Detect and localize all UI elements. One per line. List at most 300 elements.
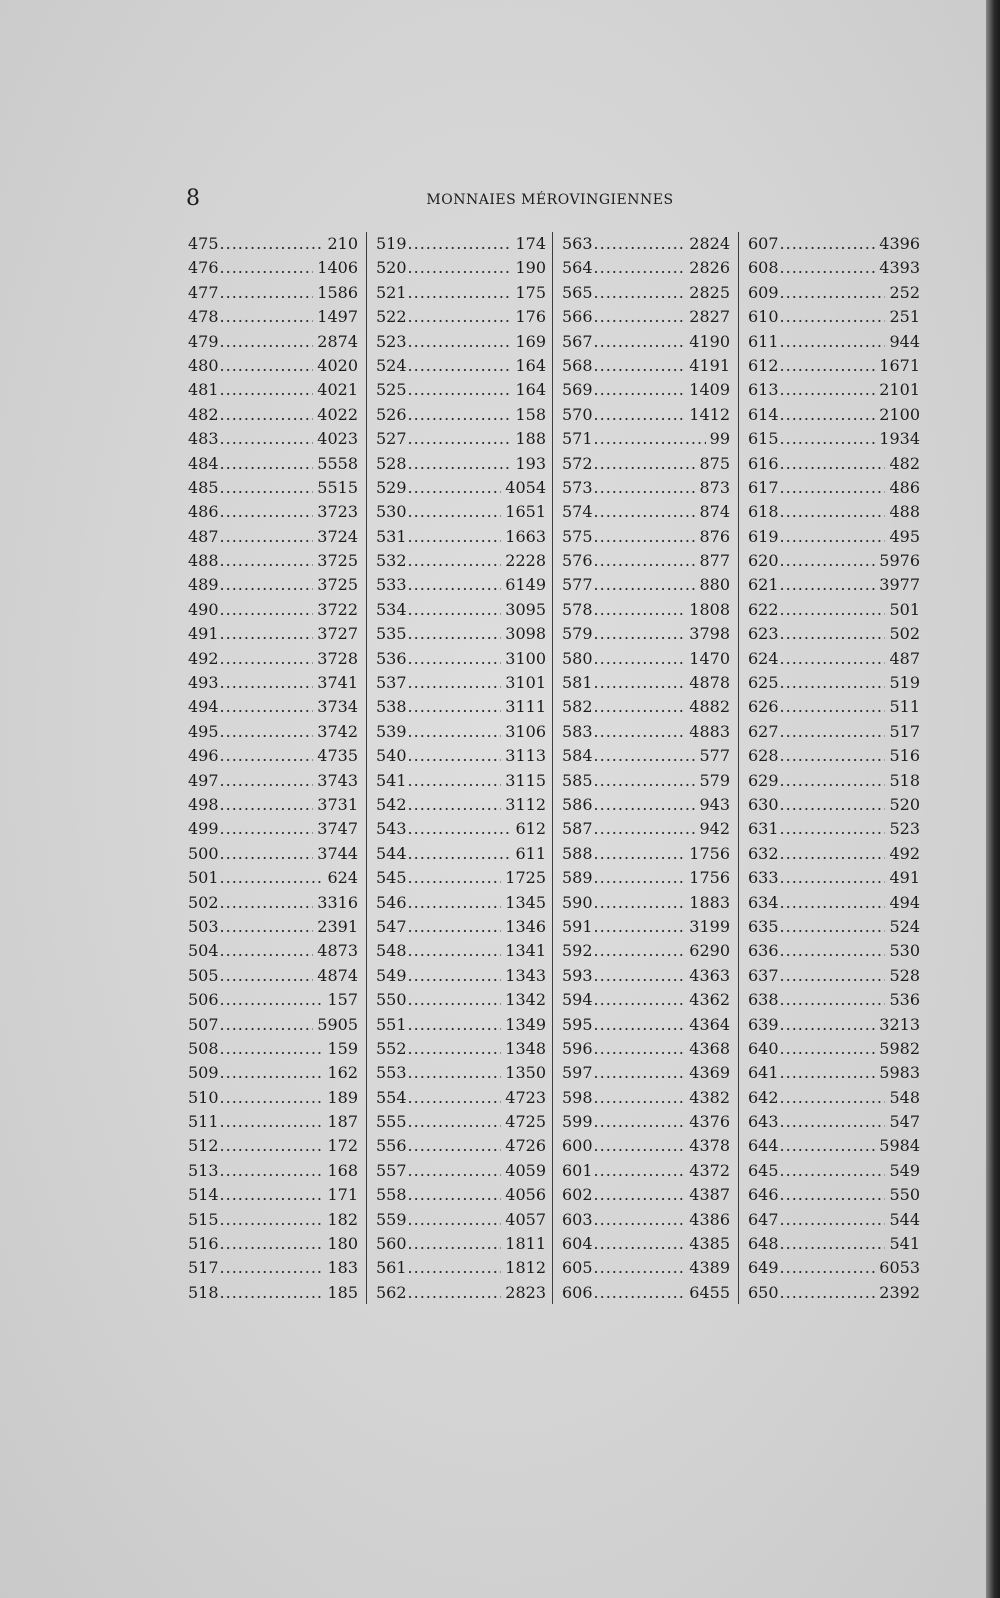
dot-leader	[219, 1037, 324, 1061]
table-row	[748, 305, 920, 329]
entry-number: 581	[562, 673, 593, 693]
dot-leader	[593, 476, 696, 500]
entry-reference: 4378	[689, 1136, 730, 1156]
dot-leader	[407, 330, 512, 354]
entry-number: 636	[748, 941, 779, 961]
column-divider	[552, 232, 553, 1304]
dot-leader	[593, 427, 706, 451]
entry-reference: 876	[699, 526, 730, 546]
table-row	[376, 500, 546, 524]
entry-number: 534	[376, 599, 407, 619]
entry-reference: 6290	[689, 941, 730, 961]
dot-leader	[219, 1061, 324, 1085]
table-row	[188, 1281, 358, 1305]
table-row	[748, 1159, 920, 1183]
entry-number: 609	[748, 282, 779, 302]
dot-leader	[219, 866, 324, 890]
table-row	[562, 330, 730, 354]
entry-number: 629	[748, 770, 779, 790]
entry-reference: 171	[327, 1185, 358, 1205]
entry-reference: 251	[889, 307, 920, 327]
entry-reference: 1497	[317, 307, 358, 327]
dot-leader	[219, 793, 314, 817]
dot-leader	[593, 281, 686, 305]
entry-number: 594	[562, 990, 593, 1010]
entry-reference: 1812	[505, 1258, 546, 1278]
entry-reference: 524	[889, 916, 920, 936]
dot-leader	[407, 525, 502, 549]
entry-number: 561	[376, 1258, 407, 1278]
entry-number: 592	[562, 941, 593, 961]
table-row	[188, 671, 358, 695]
entry-number: 539	[376, 721, 407, 741]
entry-reference: 511	[889, 697, 920, 717]
table-row	[376, 403, 546, 427]
dot-leader	[779, 427, 876, 451]
table-row	[376, 744, 546, 768]
dot-leader	[407, 939, 502, 963]
entry-reference: 3725	[317, 551, 358, 571]
dot-leader	[593, 452, 696, 476]
table-row	[188, 744, 358, 768]
table-row	[188, 866, 358, 890]
entry-reference: 4376	[689, 1112, 730, 1132]
dot-leader	[219, 1256, 324, 1280]
table-row	[376, 378, 546, 402]
entry-reference: 3199	[689, 916, 730, 936]
running-head: MONNAIES MÉROVINGIENNES	[426, 192, 674, 208]
entry-number: 511	[188, 1112, 219, 1132]
entry-number: 495	[188, 721, 219, 741]
entry-reference: 2824	[689, 234, 730, 253]
table-row	[376, 1086, 546, 1110]
entry-number: 552	[376, 1038, 407, 1058]
entry-reference: 1671	[879, 355, 920, 375]
entry-number: 524	[376, 355, 407, 375]
entry-number: 555	[376, 1112, 407, 1132]
entry-reference: 536	[889, 990, 920, 1010]
dot-leader	[219, 1208, 324, 1232]
entry-reference: 189	[327, 1087, 358, 1107]
entry-reference: 492	[889, 843, 920, 863]
table-row	[376, 695, 546, 719]
table-row	[376, 232, 546, 256]
entry-number: 626	[748, 697, 779, 717]
dot-leader	[219, 1110, 324, 1134]
entry-number: 576	[562, 551, 593, 571]
entry-number: 483	[188, 429, 219, 449]
table-row	[562, 403, 730, 427]
dot-leader	[593, 695, 686, 719]
table-row	[748, 1061, 920, 1085]
entry-number: 546	[376, 892, 407, 912]
entry-reference: 1350	[505, 1063, 546, 1083]
dot-leader	[779, 695, 886, 719]
dot-leader	[779, 452, 886, 476]
table-row	[748, 1134, 920, 1158]
dot-leader	[219, 281, 314, 305]
entry-number: 633	[748, 868, 779, 888]
entry-reference: 518	[889, 770, 920, 790]
table-row	[376, 452, 546, 476]
entry-reference: 187	[327, 1112, 358, 1132]
dot-leader	[779, 281, 886, 305]
dot-leader	[219, 769, 314, 793]
entry-number: 508	[188, 1038, 219, 1058]
dot-leader	[219, 452, 314, 476]
table-row	[562, 281, 730, 305]
entry-number: 496	[188, 746, 219, 766]
dot-leader	[779, 915, 886, 939]
entry-number: 575	[562, 526, 593, 546]
table-column-2	[376, 232, 546, 1304]
dot-leader	[407, 769, 502, 793]
entry-reference: 494	[889, 892, 920, 912]
entry-number: 525	[376, 380, 407, 400]
dot-leader	[779, 354, 876, 378]
entry-number: 512	[188, 1136, 219, 1156]
entry-reference: 2825	[689, 282, 730, 302]
table-row	[376, 622, 546, 646]
dot-leader	[407, 891, 502, 915]
entry-number: 579	[562, 624, 593, 644]
table-row	[748, 891, 920, 915]
dot-leader	[779, 256, 876, 280]
entry-number: 647	[748, 1209, 779, 1229]
entry-reference: 175	[515, 282, 546, 302]
entry-reference: 3743	[317, 770, 358, 790]
table-row	[376, 891, 546, 915]
table-row	[748, 1281, 920, 1305]
entry-reference: 1586	[317, 282, 358, 302]
table-row	[188, 598, 358, 622]
table-row	[188, 1256, 358, 1280]
dot-leader	[779, 598, 886, 622]
column-divider	[366, 232, 367, 1304]
entry-number: 557	[376, 1160, 407, 1180]
dot-leader	[593, 403, 686, 427]
entry-reference: 624	[327, 868, 358, 888]
entry-number: 631	[748, 819, 779, 839]
dot-leader	[219, 1013, 314, 1037]
entry-reference: 2101	[879, 380, 920, 400]
dot-leader	[779, 305, 886, 329]
entry-number: 484	[188, 453, 219, 473]
table-row	[748, 769, 920, 793]
table-row	[748, 647, 920, 671]
dot-leader	[593, 549, 696, 573]
entry-number: 648	[748, 1234, 779, 1254]
table-row	[376, 1061, 546, 1085]
dot-leader	[593, 1134, 686, 1158]
table-row	[562, 939, 730, 963]
table-row	[562, 427, 730, 451]
dot-leader	[593, 1208, 686, 1232]
entry-reference: 548	[889, 1087, 920, 1107]
dot-leader	[779, 817, 886, 841]
dot-leader	[219, 1134, 324, 1158]
entry-reference: 3727	[317, 624, 358, 644]
entry-number: 551	[376, 1014, 407, 1034]
entry-reference: 488	[889, 502, 920, 522]
entry-number: 571	[562, 429, 593, 449]
entry-reference: 6455	[689, 1282, 730, 1302]
table-column-4	[748, 232, 920, 1304]
table-row	[188, 817, 358, 841]
entry-reference: 3741	[317, 673, 358, 693]
dot-leader	[779, 1159, 886, 1183]
entry-number: 526	[376, 404, 407, 424]
entry-number: 537	[376, 673, 407, 693]
table-row	[376, 817, 546, 841]
entry-number: 649	[748, 1258, 779, 1278]
table-row	[188, 1232, 358, 1256]
entry-number: 540	[376, 746, 407, 766]
table-row	[748, 378, 920, 402]
entry-number: 591	[562, 916, 593, 936]
entry-number: 598	[562, 1087, 593, 1107]
entry-number: 478	[188, 307, 219, 327]
entry-number: 513	[188, 1160, 219, 1180]
entry-reference: 3101	[505, 673, 546, 693]
entry-number: 583	[562, 721, 593, 741]
table-row	[188, 476, 358, 500]
table-row	[376, 988, 546, 1012]
table-row	[376, 573, 546, 597]
entry-number: 532	[376, 551, 407, 571]
table-row	[188, 378, 358, 402]
dot-leader	[219, 988, 324, 1012]
dot-leader	[407, 1281, 502, 1305]
entry-number: 536	[376, 648, 407, 668]
table-row	[188, 939, 358, 963]
entry-reference: 1934	[879, 429, 920, 449]
entry-reference: 188	[515, 429, 546, 449]
dot-leader	[219, 891, 314, 915]
table-row	[748, 354, 920, 378]
table-row	[376, 1134, 546, 1158]
entry-number: 637	[748, 965, 779, 985]
entry-number: 616	[748, 453, 779, 473]
dot-leader	[219, 598, 314, 622]
entry-reference: 873	[699, 477, 730, 497]
entry-number: 541	[376, 770, 407, 790]
table-row	[376, 427, 546, 451]
table-row	[376, 647, 546, 671]
entry-reference: 550	[889, 1185, 920, 1205]
table-row	[562, 1159, 730, 1183]
entry-reference: 164	[515, 355, 546, 375]
table-row	[188, 330, 358, 354]
dot-leader	[779, 500, 886, 524]
entry-number: 488	[188, 551, 219, 571]
table-row	[376, 964, 546, 988]
dot-leader	[593, 525, 696, 549]
table-row	[562, 1110, 730, 1134]
entry-number: 588	[562, 843, 593, 863]
table-row	[748, 1037, 920, 1061]
table-row	[748, 525, 920, 549]
table-row	[188, 232, 358, 256]
table-row	[562, 598, 730, 622]
table-row	[748, 1110, 920, 1134]
table-row	[562, 573, 730, 597]
dot-leader	[407, 1037, 502, 1061]
dot-leader	[593, 305, 686, 329]
dot-leader	[219, 232, 324, 256]
entry-number: 498	[188, 794, 219, 814]
entry-number: 590	[562, 892, 593, 912]
entry-number: 542	[376, 794, 407, 814]
dot-leader	[219, 817, 314, 841]
column-divider	[738, 232, 739, 1304]
entry-number: 617	[748, 477, 779, 497]
dot-leader	[219, 622, 314, 646]
entry-reference: 174	[515, 234, 546, 253]
entry-number: 553	[376, 1063, 407, 1083]
dot-leader	[407, 866, 502, 890]
entry-reference: 2874	[317, 331, 358, 351]
entry-number: 574	[562, 502, 593, 522]
entry-number: 608	[748, 258, 779, 278]
table-row	[188, 769, 358, 793]
entry-reference: 4190	[689, 331, 730, 351]
dot-leader	[779, 988, 886, 1012]
dot-leader	[407, 964, 502, 988]
entry-number: 492	[188, 648, 219, 668]
entry-number: 543	[376, 819, 407, 839]
table-row	[748, 939, 920, 963]
dot-leader	[407, 598, 502, 622]
dot-leader	[407, 1183, 502, 1207]
dot-leader	[219, 476, 314, 500]
entry-number: 604	[562, 1234, 593, 1254]
dot-leader	[407, 403, 512, 427]
entry-reference: 3734	[317, 697, 358, 717]
entry-number: 628	[748, 746, 779, 766]
table-row	[188, 1013, 358, 1037]
entry-reference: 1756	[689, 843, 730, 863]
entry-reference: 4393	[879, 258, 920, 278]
entry-reference: 210	[327, 234, 358, 253]
table-row	[376, 1232, 546, 1256]
dot-leader	[407, 1086, 502, 1110]
entry-number: 476	[188, 258, 219, 278]
entry-number: 556	[376, 1136, 407, 1156]
entry-reference: 1406	[317, 258, 358, 278]
entry-number: 497	[188, 770, 219, 790]
dot-leader	[407, 1159, 502, 1183]
entry-reference: 520	[889, 794, 920, 814]
dot-leader	[593, 939, 686, 963]
dot-leader	[779, 964, 886, 988]
dot-leader	[593, 622, 686, 646]
table-row	[188, 403, 358, 427]
table-row	[376, 1013, 546, 1037]
entry-number: 527	[376, 429, 407, 449]
entry-number: 599	[562, 1112, 593, 1132]
dot-leader	[779, 1256, 876, 1280]
table-row	[748, 622, 920, 646]
entry-reference: 544	[889, 1209, 920, 1229]
entry-reference: 6053	[879, 1258, 920, 1278]
table-row	[188, 452, 358, 476]
table-row	[748, 1208, 920, 1232]
entry-number: 568	[562, 355, 593, 375]
entry-reference: 4362	[689, 990, 730, 1010]
entry-reference: 579	[699, 770, 730, 790]
dot-leader	[407, 1232, 502, 1256]
entry-number: 518	[188, 1282, 219, 1302]
dot-leader	[407, 817, 512, 841]
entry-number: 621	[748, 575, 779, 595]
dot-leader	[779, 1281, 876, 1305]
entry-reference: 4021	[317, 380, 358, 400]
entry-reference: 528	[889, 965, 920, 985]
entry-number: 618	[748, 502, 779, 522]
dot-leader	[219, 525, 314, 549]
table-row	[748, 598, 920, 622]
entry-number: 507	[188, 1014, 219, 1034]
entry-reference: 4882	[689, 697, 730, 717]
table-row	[188, 500, 358, 524]
table-row	[188, 695, 358, 719]
table-row	[748, 988, 920, 1012]
dot-leader	[407, 354, 512, 378]
table-row	[748, 427, 920, 451]
entry-reference: 501	[889, 599, 920, 619]
entry-reference: 5982	[879, 1038, 920, 1058]
entry-reference: 523	[889, 819, 920, 839]
entry-number: 522	[376, 307, 407, 327]
table-row	[748, 256, 920, 280]
entry-number: 554	[376, 1087, 407, 1107]
entry-reference: 4883	[689, 721, 730, 741]
entry-number: 520	[376, 258, 407, 278]
entry-number: 645	[748, 1160, 779, 1180]
dot-leader	[407, 549, 502, 573]
entry-number: 639	[748, 1014, 779, 1034]
table-row	[562, 744, 730, 768]
dot-leader	[593, 720, 686, 744]
entry-reference: 193	[515, 453, 546, 473]
entry-number: 623	[748, 624, 779, 644]
entry-number: 567	[562, 331, 593, 351]
table-row	[188, 1134, 358, 1158]
dot-leader	[219, 573, 314, 597]
entry-reference: 3111	[505, 697, 546, 717]
table-row	[748, 793, 920, 817]
dot-leader	[219, 720, 314, 744]
entry-number: 563	[562, 234, 593, 253]
dot-leader	[779, 866, 886, 890]
page-number: 8	[186, 186, 200, 211]
table-row	[562, 452, 730, 476]
dot-leader	[219, 671, 314, 695]
entry-number: 487	[188, 526, 219, 546]
table-row	[188, 891, 358, 915]
entry-reference: 4878	[689, 673, 730, 693]
entry-reference: 880	[699, 575, 730, 595]
entry-reference: 1725	[505, 868, 546, 888]
entry-reference: 877	[699, 551, 730, 571]
dot-leader	[593, 573, 696, 597]
table-row	[188, 305, 358, 329]
entry-number: 634	[748, 892, 779, 912]
dot-leader	[407, 281, 512, 305]
table-row	[376, 525, 546, 549]
entry-reference: 3100	[505, 648, 546, 668]
